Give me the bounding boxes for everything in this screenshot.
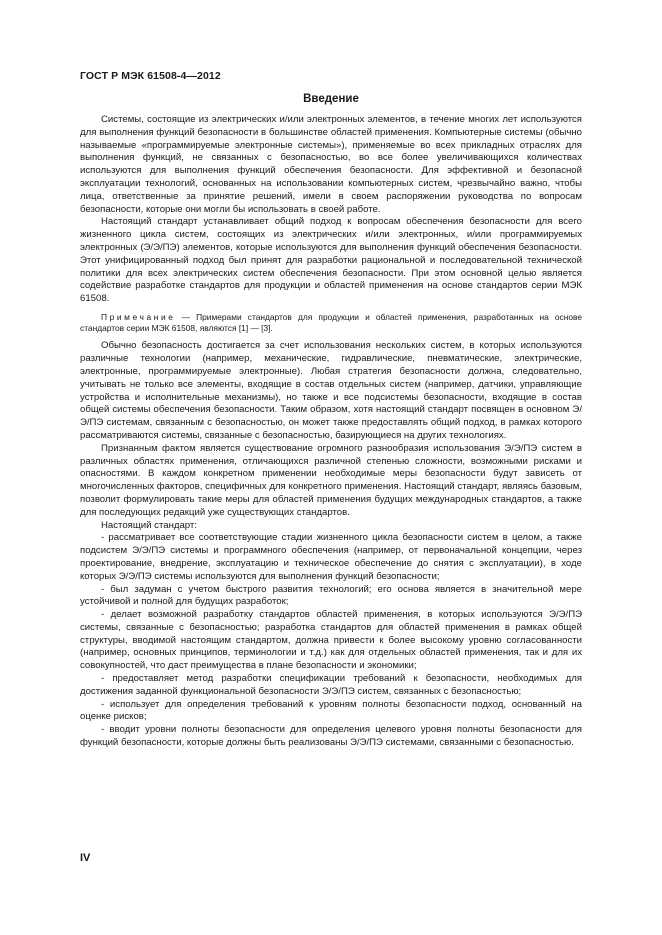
list-item: - был задуман с учетом быстрого развития технологий; его основа является в значительной мере устойчивой и полной для будущих разработок; xyxy=(80,583,582,608)
note-label: Примечание xyxy=(101,311,176,322)
paragraph: Системы, состоящие из электрических и/или электронных элементов, в течение многих лет используются для выполнения функций безопасности в большинстве областей применения. Компьютерные системы (обычно называемые «программируемые электронные системы»), применяемые во всех прикладных отраслях для выполнения функций, не связанных с безопасностью, во все более увеличивающихся количествах используются для выполнения функций обеспечения безопасности. Для эффективной и безопасной эксплуатации технологий, основанных на использовании компьютерных систем, чрезвычайно важно, чтобы лица, ответственные за принятие решений, имели в своем распоряжении руководства по вопросам безопасности, которые они могли бы использовать в своей работе. xyxy=(80,114,582,215)
list-item: - использует для определения требований к уровням полноты безопасности подход, основанный на оценке рисков; xyxy=(80,698,582,723)
paragraph: Признанным фактом является существование огромного разнообразия использования Э/Э/ПЭ систем в различных областях применения, отличающихся различной степенью сложности, возможными рисками и опасностями. В каждом конкретном применении необходимые меры безопасности будут зависеть от многочисленных факторов, специфичных для конкретного применения. Настоящий стандарт, являясь базовым, позволит формулировать такие меры для областей применения будущих международных стандартов, а также для последующих редакций уже существующих стандартов. xyxy=(80,442,582,518)
paragraph: Настоящий стандарт устанавливает общий подход к вопросам обеспечения безопасности для всего жизненного цикла систем, состоящих из электрических и/или электронных, и/или программируемых электронных (Э/Э/ПЭ) элементов, которые используются для выполнения функций обеспечения безопасности. Этот унифицированный подход был принят для разработки рациональной и последовательной технической политики для всех электрических систем обеспечения безопасности. При этом основной целью является содействие разработке стандартов для продукции и областей применения на основе стандартов серии МЭК 61508. xyxy=(80,216,582,305)
list-item: - рассматривает все соответствующие стадии жизненного цикла безопасности систем в целом, а также подсистем Э/Э/ПЭ системы и программного обеспечения (например, от первоначальной концепции, через проектирование, внедрение, эксплуатацию и техническое обеспечение до снятия с эксплуатации), в ходе которых Э/Э/ПЭ системы используются для выполнения функций безопасности; xyxy=(80,532,582,582)
paragraph: Настоящий стандарт: xyxy=(101,519,197,531)
paragraph: Обычно безопасность достигается за счет использования нескольких систем, в которых используются различные технологии (например, механические, гидравлические, пневматические, электрические, электронные, программируемые электронные). Любая стратегия безопасности должна, следовательно, учитывать не только все элементы, входящие в состав отдельных систем (например, датчики, управляющие устройства и исполнительные механизмы), но также и все подсистемы безопасности, входящие в состав общей системы обеспечения безопасности. Таким образом, хотя настоящий стандарт посвящен в основном Э/Э/ПЭ системам, связанным с безопасностью, он может также предоставлять общий подход, в рамках которого рассматриваются системы, связанные с безопасностью, базирующиеся на других технологиях. xyxy=(80,340,582,441)
section-title: Введение xyxy=(303,93,359,105)
document-header: ГОСТ Р МЭК 61508-4—2012 xyxy=(80,70,221,82)
document-body xyxy=(80,114,582,750)
page-number: IV xyxy=(80,852,91,864)
list-item: - делает возможной разработку стандартов областей применения, в которых используются Э/Э/ПЭ системы, связанные с безопасностью; разработка стандартов для областей применения в рамках общей структуры, вводимой настоящим стандартом, должна привести к более высокому уровню согласованности (например, основных принципов, терминологии и т.д.) как для отдельных областей применения, так и для их совокупностей, что даст преимущества в плане безопасности и экономики; xyxy=(80,609,582,672)
list-item: - предоставляет метод разработки спецификации требований к безопасности, необходимых для достижения заданной функциональной безопасности Э/Э/ПЭ систем, связанных с безопасностью; xyxy=(80,673,582,697)
note xyxy=(80,312,582,334)
note-text: — Примерами стандартов для продукции и областей применения, разработанных на основе стандартов серии МЭК 61508, являются [1] — [3]. xyxy=(80,311,582,334)
list-item: - вводит уровни полноты безопасности для определения целевого уровня полноты безопасности для функций безопасности, которые должны быть реализованы Э/Э/ПЭ системами, связанными с безопасностью. xyxy=(80,724,582,749)
